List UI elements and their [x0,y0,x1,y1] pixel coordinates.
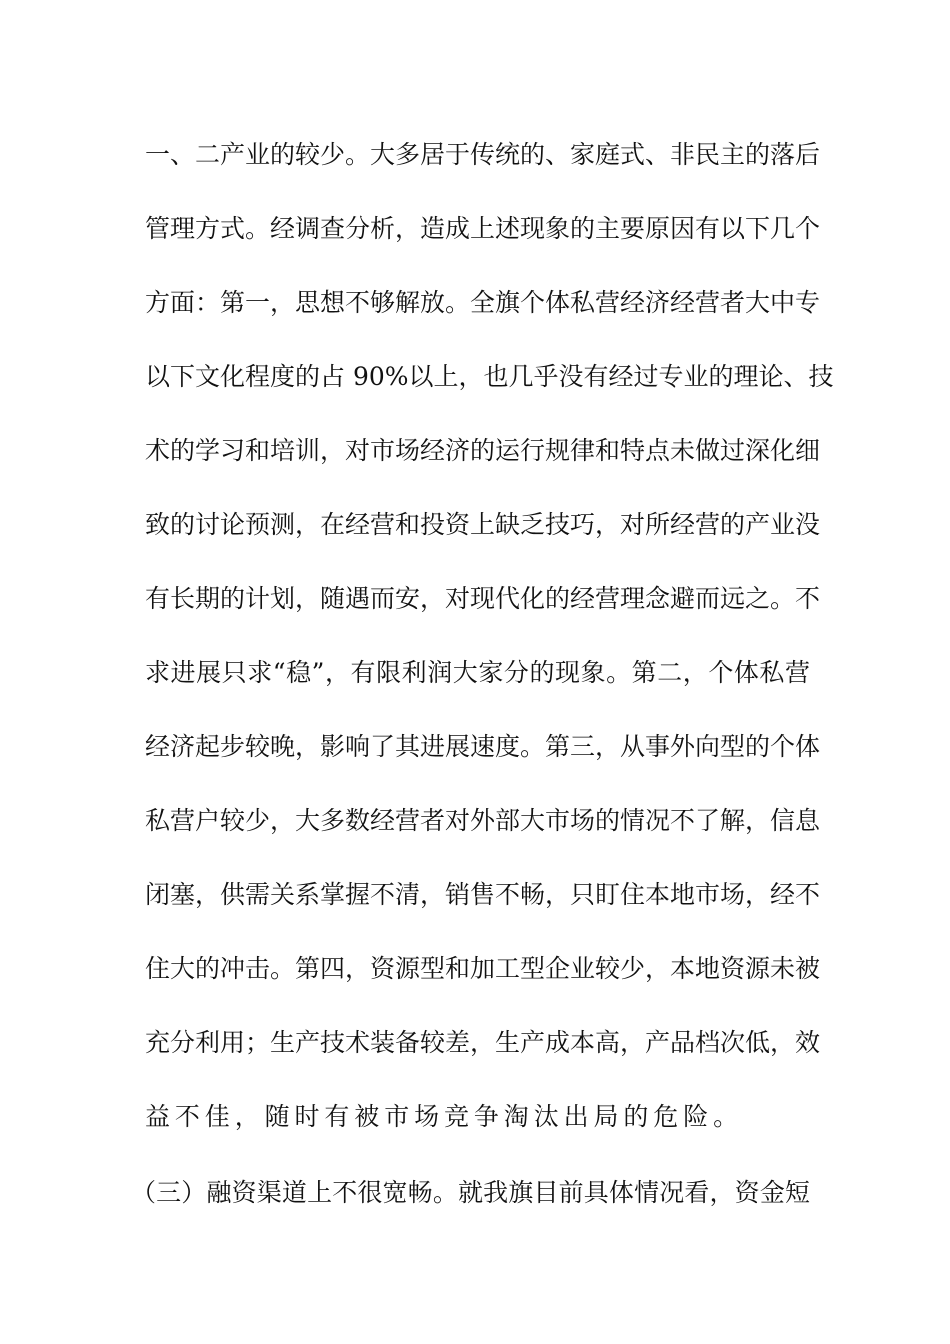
text-line: 求进展只求“稳”，有限利润大家分的现象。第二，个体私营 [145,658,810,687]
text-line: 有长期的计划，随遇而安，对现代化的经营理念避而远之。不 [145,584,821,613]
section-heading-line: （三）融资渠道上不很宽畅。就我旗目前具体情况看，资金短 [131,1178,810,1207]
text-line: 住大的冲击。第四，资源型和加工型企业较少，本地资源未被 [145,954,821,983]
paragraph-end-line: 益不佳，随时有被市场竞争淘汰出局的危险。 [145,1102,744,1131]
text-line: 一、二产业的较少。大多居于传统的、家庭式、非民主的落后 [145,140,821,169]
text-line: 经济起步较晚，影响了其进展速度。第三，从事外向型的个体 [145,732,821,761]
text-line: 私营户较少，大多数经营者对外部大市场的情况不了解，信息 [145,806,821,835]
text-line: 方面：第一，思想不够解放。全旗个体私营经济经营者大中专 [145,288,821,317]
text-line: 充分利用；生产技术装备较差，生产成本高，产品档次低，效 [145,1028,821,1057]
text-line: 闭塞，供需关系掌握不清，销售不畅，只盯住本地市场，经不 [145,880,821,909]
text-line: 术的学习和培训，对市场经济的运行规律和特点未做过深化细 [145,436,821,465]
text-line: 致的讨论预测，在经营和投资上缺乏技巧，对所经营的产业没 [145,510,821,539]
text-line: 以下文化程度的占 90%以上，也几乎没有经过专业的理论、技 [145,362,834,391]
text-line: 管理方式。经调查分析，造成上述现象的主要原因有以下几个 [145,214,821,243]
